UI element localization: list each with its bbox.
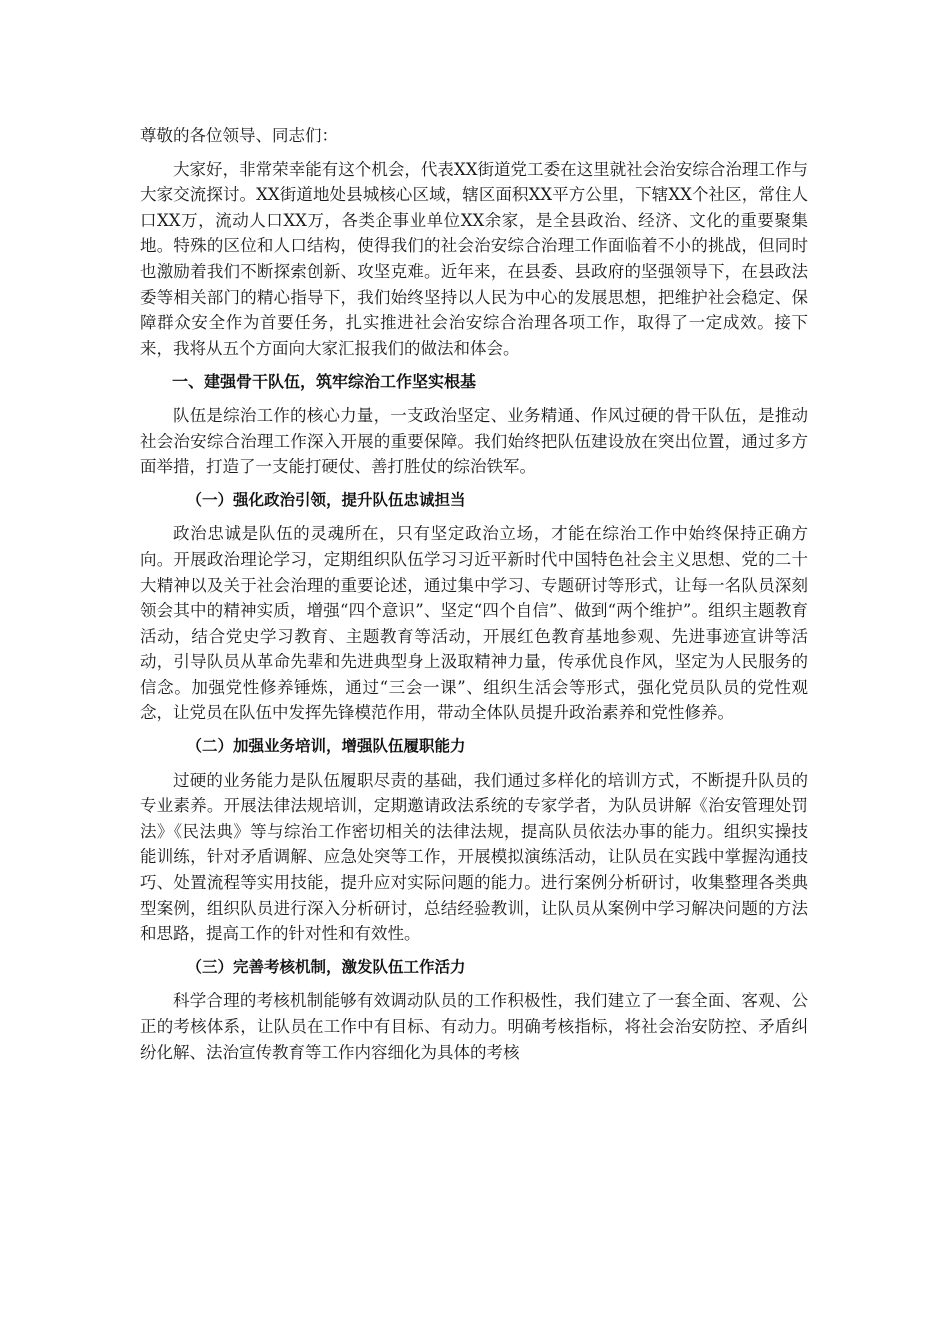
greeting: 尊敬的各位领导、同志们： xyxy=(140,126,338,145)
section-1-heading: 一、建强骨干队伍，筑牢综治工作坚实根基 xyxy=(172,372,477,392)
subsection-3-heading: （三）完善考核机制，激发队伍工作活力 xyxy=(186,957,466,976)
subsection-3-paragraph: 科学合理的考核机制能够有效调动队员的工作积极性，我们建立了一套全面、客观、公正的考核体系，让队员在工作中有目标、有动力。明确考核指标，将社会治安防控、矛盾纠纷化解、法治宣传教育等工作内容细化为具体的考核 xyxy=(140,991,808,1062)
subsection-1-heading: （一）强化政治引领，提升队伍忠诚担当 xyxy=(186,490,466,509)
section-1-intro-paragraph: 队伍是综治工作的核心力量，一支政治坚定、业务精通、作风过硬的骨干队伍，是推动社会治安综合治理工作深入开展的重要保障。我们始终把队伍建设放在突出位置，通过多方面举措，打造了一支能打硬仗、善打胜仗的综治铁军。 xyxy=(140,405,808,477)
subsection-2-paragraph: 过硬的业务能力是队伍履职尽责的基础，我们通过多样化的培训方式，不断提升队员的专业素养。开展法律法规培训，定期邀请政法系统的专家学者，为队员讲解《治安管理处罚法》《民法典》等与综治工作密切相关的法律法规，提高队员依法办事的能力。组织实操技能训练，针对矛盾调解、应急处突等工作，开展模拟演练活动，让队员在实践中掌握沟通技巧、处置流程等实用技能，提升应对实际问题的能力。进行案例分析研讨，收集整理各类典型案例，组织队员进行深入分析研讨，总结经验教训，让队员从案例中学习解决问题的方法和思路，提高工作的针对性和有效性。 xyxy=(140,770,808,944)
intro-paragraph: 大家好，非常荣幸能有这个机会，代表XX街道党工委在这里就社会治安综合治理工作与大家交流探讨。XX街道地处县城核心区域，辖区面积XX平方公里，下辖XX个社区，常住人口XX万，流动人口XX万，各类企事业单位XX余家，是全县政治、经济、文化的重要聚集地。特殊的区位和人口结构，使得我们的社会治安综合治理工作面临着不小的挑战，但同时也激励着我们不断探索创新、攻坚克难。近年来，在县委、县政府的坚强领导下，在县政法委等相关部门的精心指导下，我们始终坚持以人民为中心的发展思想，把维护社会稳定、保障群众安全作为首要任务，扎实推进社会治安综合治理各项工作，取得了一定成效。接下来，我将从五个方面向大家汇报我们的做法和体会。 xyxy=(140,159,808,358)
subsection-1-paragraph: 政治忠诚是队伍的灵魂所在，只有坚定政治立场，才能在综治工作中始终保持正确方向。开展政治理论学习，定期组织队伍学习习近平新时代中国特色社会主义思想、党的二十大精神以及关于社会治理的重要论述，通过集中学习、专题研讨等形式，让每一名队员深刻领会其中的精神实质，增强“四个意识”、坚定“四个自信”、做到“两个维护”。组织主题教育活动，结合党史学习教育、主题教育等活动，开展红色教育基地参观、先进事迹宣讲等活动，引导队员从革命先辈和先进典型身上汲取精神力量，传承优良作风，坚定为人民服务的信念。加强党性修养锤炼，通过“三会一课”、组织生活会等形式，强化党员队员的党性观念，让党员在队伍中发挥先锋模范作用，带动全体队员提升政治素养和党性修养。 xyxy=(140,524,808,723)
subsection-2-heading: （二）加强业务培训，增强队伍履职能力 xyxy=(186,737,466,756)
document-body xyxy=(140,123,808,1071)
